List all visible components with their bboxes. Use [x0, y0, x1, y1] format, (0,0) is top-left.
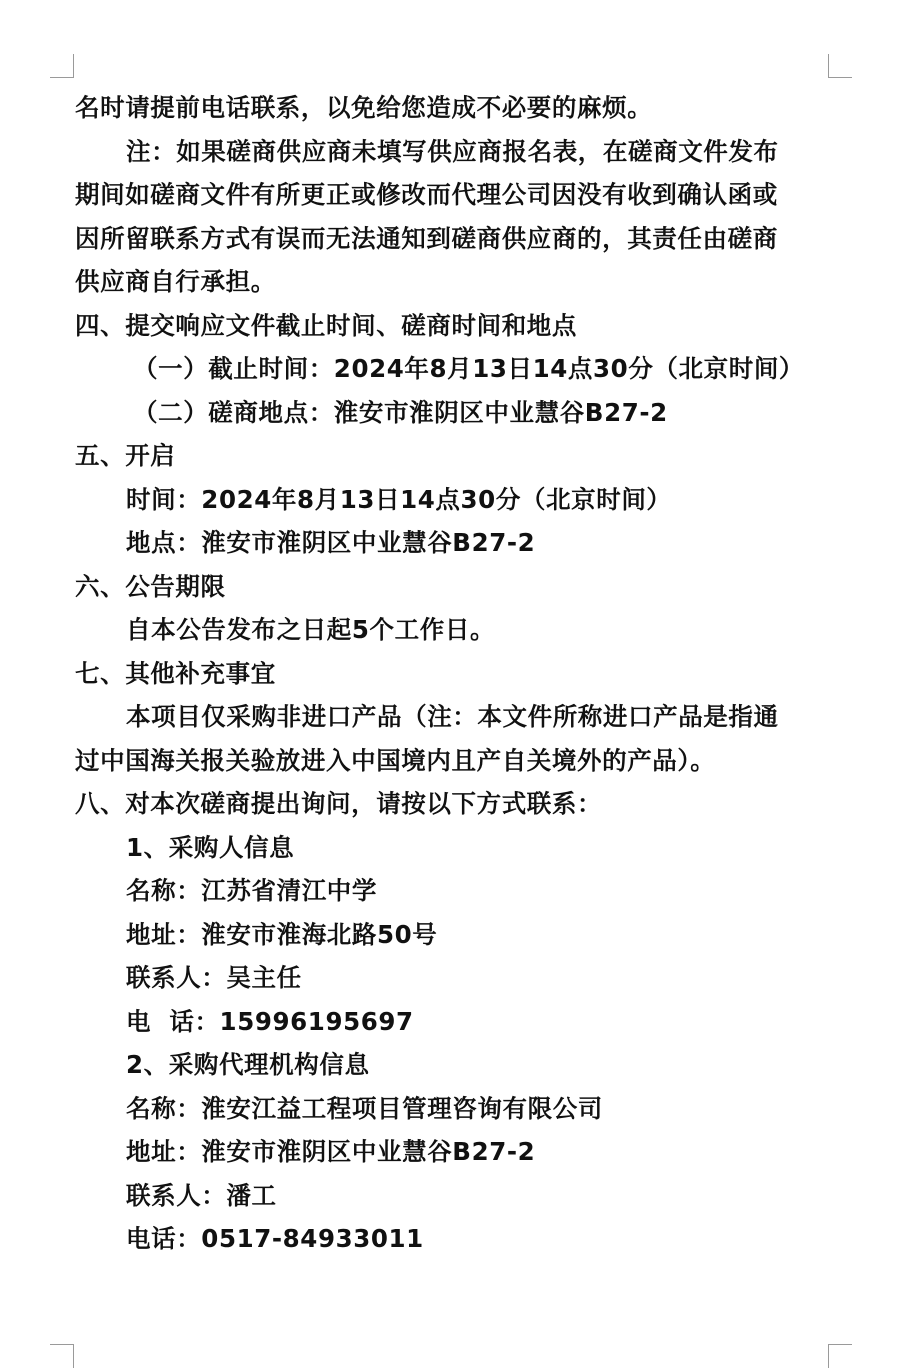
consultation-location: （二）磋商地点：淮安市淮阴区中业慧谷B27-2	[133, 397, 668, 427]
page-corner-mark-top-right	[828, 54, 852, 78]
section-heading-4: 四、提交响应文件截止时间、磋商时间和地点	[75, 310, 577, 340]
agency-info-heading: 2、采购代理机构信息	[126, 1050, 370, 1079]
supplementary-paragraph-line: 过中国海关报关验放进入中国境内且产自关境外的产品）。	[75, 745, 716, 775]
note-paragraph-line: 供应商自行承担。	[75, 267, 276, 296]
note-paragraph-line: 期间如磋商文件有所更正或修改而代理公司因没有收到确认函或	[75, 180, 778, 209]
agency-phone: 电话：0517-84933011	[126, 1224, 424, 1253]
agency-contact: 联系人：潘工	[126, 1180, 277, 1210]
purchaser-name: 名称：江苏省清江中学	[126, 876, 377, 905]
agency-name: 名称：淮安江益工程项目管理咨询有限公司	[126, 1093, 603, 1123]
section-heading-6: 六、公告期限	[75, 571, 226, 601]
text-line: 名时请提前电话联系，以免给您造成不必要的麻烦。	[75, 93, 653, 122]
page-corner-mark-top-left	[50, 54, 74, 78]
page-corner-mark-bottom-right	[828, 1344, 852, 1368]
note-paragraph-line: 注：如果磋商供应商未填写供应商报名表，在磋商文件发布	[126, 136, 779, 166]
supplementary-paragraph-line: 本项目仅采购非进口产品（注：本文件所称进口产品是指通	[126, 702, 779, 731]
announcement-period: 自本公告发布之日起5个工作日。	[126, 615, 496, 644]
deadline-time: （一）截止时间：2024年8月13日14点30分（北京时间）	[133, 354, 805, 383]
note-paragraph-line: 因所留联系方式有误而无法通知到磋商供应商的，其责任由磋商	[75, 223, 778, 253]
purchaser-contact: 联系人：吴主任	[126, 963, 302, 992]
purchaser-address: 地址：淮安市淮海北路50号	[126, 919, 438, 949]
section-heading-7: 七、其他补充事宜	[75, 658, 276, 688]
section-heading-8: 八、对本次磋商提出询问，请按以下方式联系：	[75, 789, 603, 818]
opening-time: 时间：2024年8月13日14点30分（北京时间）	[126, 484, 672, 514]
purchaser-info-heading: 1、采购人信息	[126, 832, 295, 862]
purchaser-phone: 电 话：15996195697	[126, 1006, 414, 1036]
document-body	[75, 86, 823, 1261]
opening-location: 地点：淮安市淮阴区中业慧谷B27-2	[126, 528, 536, 557]
page-corner-mark-bottom-left	[50, 1344, 74, 1368]
agency-address: 地址：淮安市淮阴区中业慧谷B27-2	[126, 1137, 536, 1166]
section-heading-5: 五、开启	[75, 441, 176, 470]
